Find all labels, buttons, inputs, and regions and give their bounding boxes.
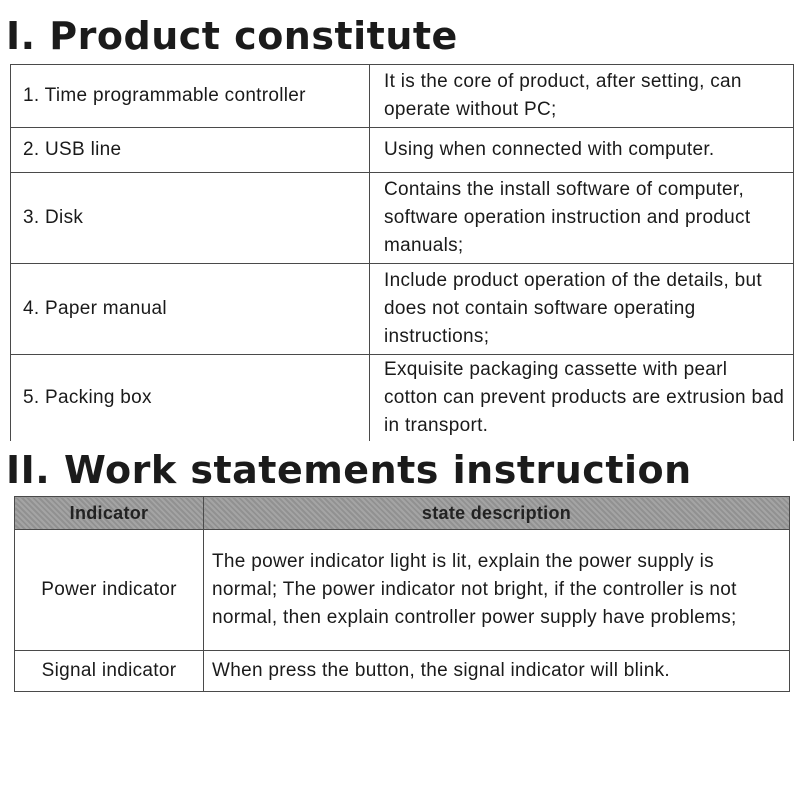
item-description: Contains the install software of computer, software operation instruction and product manuals; — [370, 173, 794, 264]
indicator-name: Signal indicator — [15, 651, 204, 692]
table-row — [11, 264, 794, 355]
item-name: 1. Time programmable controller — [11, 65, 370, 128]
section2-title: II. Work statements instruction — [6, 448, 692, 492]
section1-title: I. Product constitute — [6, 14, 458, 58]
indicator-description: When press the button, the signal indicator will blink. — [204, 651, 790, 692]
item-description: It is the core of product, after setting, can operate without PC; — [370, 65, 794, 128]
table-row — [15, 530, 790, 651]
table-row — [11, 128, 794, 173]
header-state-description: state description — [204, 497, 790, 530]
item-description: Include product operation of the details, but does not contain software operating instructions; — [370, 264, 794, 355]
item-name: 2. USB line — [11, 128, 370, 173]
table-row — [11, 355, 794, 442]
table-header-row — [15, 497, 790, 530]
indicator-name: Power indicator — [15, 530, 204, 651]
table-row — [11, 65, 794, 128]
table-row — [15, 651, 790, 692]
product-constitute-table — [10, 64, 794, 441]
item-name: 5. Packing box — [11, 355, 370, 442]
table-row — [11, 173, 794, 264]
header-indicator: Indicator — [15, 497, 204, 530]
indicator-description: The power indicator light is lit, explain the power supply is normal; The power indicator not bright, if the controller is not normal, then explain controller power supply have problems; — [204, 530, 790, 651]
item-name: 4. Paper manual — [11, 264, 370, 355]
item-description: Exquisite packaging cassette with pearl cotton can prevent products are extrusion bad in transport. — [370, 355, 794, 442]
item-name: 3. Disk — [11, 173, 370, 264]
work-statements-table — [14, 496, 790, 692]
item-description: Using when connected with computer. — [370, 128, 794, 173]
